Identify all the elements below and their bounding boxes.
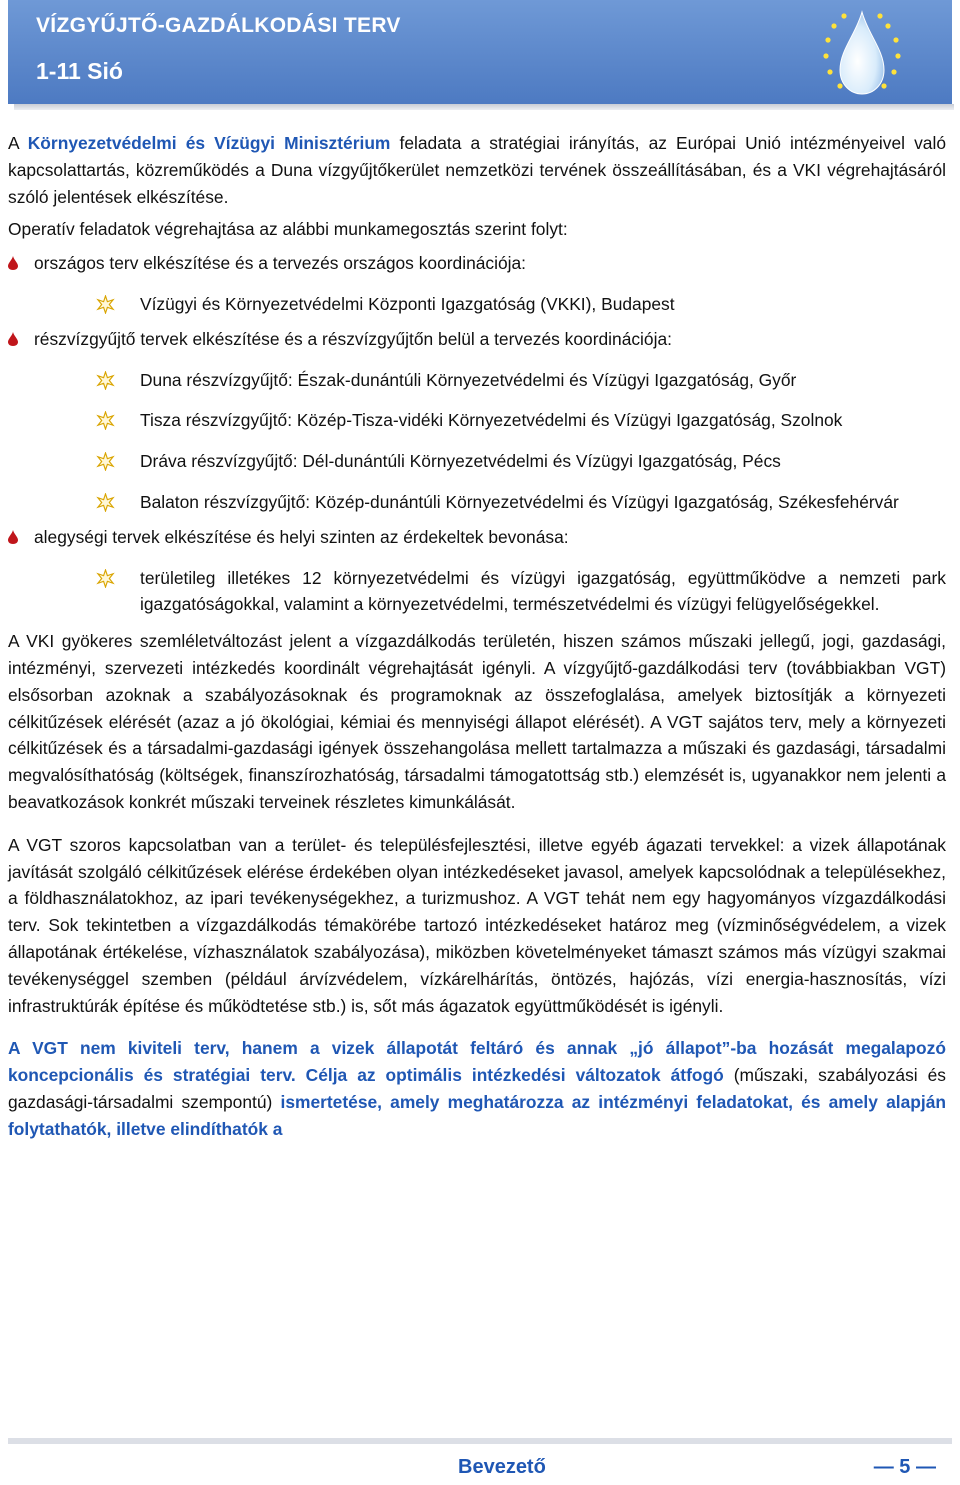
footer-divider — [8, 1438, 952, 1444]
list-subitem: Dráva részvízgyűjtő: Dél-dunántúli Környezetvédelmi és Vízügyi Igazgatóság, Pécs — [8, 448, 946, 475]
red-drop-bullet-icon — [8, 530, 18, 544]
star-bullet-icon — [96, 493, 115, 512]
list-subitem: Vízügyi és Környezetvédelmi Központi Igazgatóság (VKKI), Budapest — [8, 291, 946, 318]
star-bullet-icon — [96, 295, 115, 314]
red-drop-bullet-icon — [8, 332, 18, 346]
operative-intro: Operatív feladatok végrehajtása az alábbi munkamegosztás szerint folyt: — [8, 219, 568, 240]
header-shadow — [14, 104, 954, 110]
list-subitem: Duna részvízgyűjtő: Észak-dunántúli Környezetvédelmi és Vízügyi Igazgatóság, Győr — [8, 367, 946, 394]
document-title: VÍZGYŰJTŐ-GAZDÁLKODÁSI TERV — [36, 14, 401, 37]
list-subitem: területileg illetékes 12 környezetvédelmi és vízügyi igazgatóság, együttműködve a nemzeti park igazgatóságokkal, valamint a környezetvédelmi, természetvédelmi és vízügyi felügyelőségekkel. — [8, 565, 946, 619]
ministry-name: Környezetvédelmi és Vízügyi Minisztérium — [27, 133, 391, 153]
star-bullet-icon — [96, 371, 115, 390]
header-banner — [8, 0, 952, 104]
star-bullet-icon — [96, 411, 115, 430]
paragraph-vki: A VKI gyökeres szemléletváltozást jelent a vízgazdálkodás területén, hiszen számos műszaki jellegű, jogi, gazdasági, intézményi, szervezeti intézkedés koordinált végrehajtását igényli. A vízgyűjtő-gazdálkodási terv (továbbiakban VGT) elsősorban azoknak a szabályozásoknak és programoknak az összefoglalása, amelyek biztosítják a környezeti célkitűzések elérését (azaz a jó ökológiai, kémiai és mennyiségi állapot elérését). A VGT sajátos terv, mely a környezeti célkitűzések és a társadalmi-gazdasági igények összehangolása mellett tartalmazza a műszaki és gazdasági, társadalmi megvalósíthatóság (költségek, finanszírozhatóság, társadalmi támogatottság stb.) elemzését is, ugyanakkor nem jelenti a beavatkozások konkrét műszaki terveinek részletes kimunkálását. — [8, 631, 946, 812]
paragraph-vgt-purpose: A VGT nem kiviteli terv, hanem a vizek állapotát feltáró és annak „jó állapot”-ba hozását megalapozó koncepcionális és stratégiai terv. Célja az optimális intézkedési változatok átfogó (műszaki, szabályozási és gazdasági-társadalmi szempontú) ismertetése, amely meghatározza az intézményi feladatokat, és amely alapján folytathatók, illetve elindíthatók a — [8, 1038, 946, 1139]
basin-subtitle: 1-11 Sió — [36, 58, 123, 84]
list-item-sub-unit: alegységi tervek elkészítése és helyi szinten az érdekeltek bevonása: — [8, 524, 946, 551]
intro-paragraph: A Környezetvédelmi és Vízügyi Minisztérium feladata a stratégiai irányítás, az Európai Unió intézményeivel való kapcsolattartás, közreműködés a Duna vízgyűjtőkerület nemzetközi tervének összeállításában, és a VKI végrehajtásáról szóló jelentések elkészítése. — [8, 133, 946, 207]
page-number: — 5 — — [873, 1456, 936, 1478]
eu-water-drop-logo-icon — [816, 4, 908, 100]
star-bullet-icon — [96, 452, 115, 471]
list-item-sub-basin: részvízgyűjtő tervek elkészítése és a részvízgyűjtőn belül a tervezés koordinációja: — [8, 326, 946, 353]
paragraph-vgt-relations: A VGT szoros kapcsolatban van a terület- és településfejlesztési, illetve egyéb ágazati tervekkel: a vizek állapotának javítását szolgáló célkitűzések elérése érdekében olyan intézkedéseket javasol, amelyek kapcsolódnak a településekhez, a földhasználatokhoz, az ipari tevékenységekhez, a turizmushoz. A VGT tehát nem egy hagyományos vízgazdálkodási terv. Sok tekintetben a vízgazdálkodás témakörébe tartozó intézkedéseket határoz meg (vízminőségvédelem, a vizek állapotának értékelése, vízhasználatok szabályozása), miközben követelményeket támaszt számos más vízügyi szakmai tevékenységgel szemben (például árvízvédelem, vízkárelhárítás, öntözés, hajózás, vízi energia-hasznosítás, vízi infrastruktúrák építése és működtetése stb.) is, sőt más ágazatok együttműködését is igényli. — [8, 834, 946, 1016]
footer-section-label: Bevezető — [458, 1456, 546, 1478]
list-subitem: Balaton részvízgyűjtő: Közép-dunántúli Környezetvédelmi és Vízügyi Igazgatóság, Székesfehérvár — [8, 489, 946, 516]
list-item-national: országos terv elkészítése és a tervezés országos koordinációja: — [8, 250, 946, 277]
star-bullet-icon — [96, 569, 115, 588]
list-subitem: Tisza részvízgyűjtő: Közép-Tisza-vidéki Környezetvédelmi és Vízügyi Igazgatóság, Szolnok — [8, 407, 946, 434]
red-drop-bullet-icon — [8, 256, 18, 270]
page-body — [8, 130, 946, 1143]
